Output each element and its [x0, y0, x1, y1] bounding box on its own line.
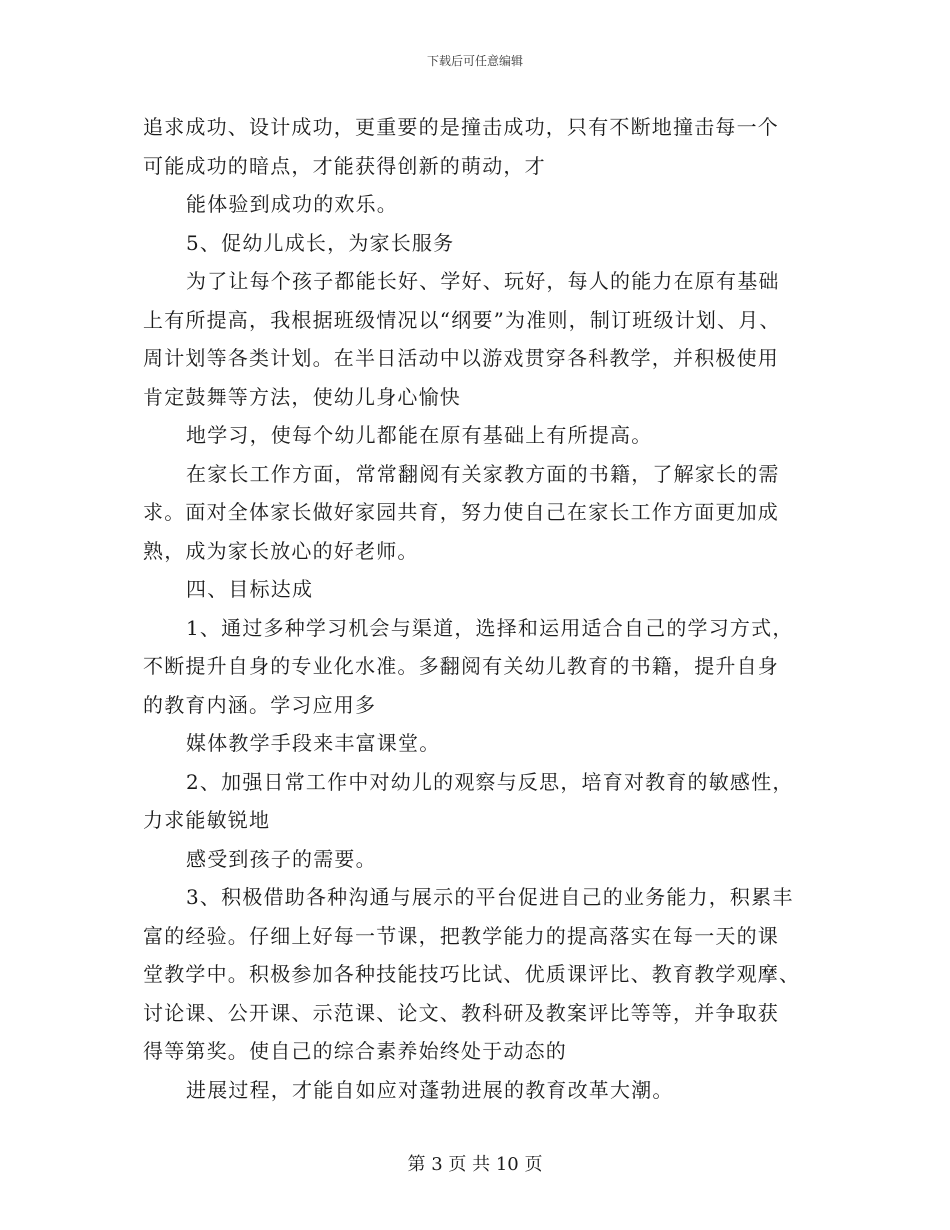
text-line: 在家长工作方面，常常翻阅有关家教方面的书籍，了解家长的需	[186, 461, 780, 486]
text-line: 1、通过多种学习机会与渠道，选择和运用适合自己的学习方式，	[186, 615, 794, 640]
text-line: 2、加强日常工作中对幼儿的观察与反思，培育对教育的敏感性，	[186, 769, 794, 794]
text-line: 地学习，使每个幼儿都能在原有基础上有所提高。	[186, 423, 653, 447]
text-line: 得等第奖。使自己的综合素养始终处于动态的	[143, 1039, 567, 1063]
page-header: 下载后可任意编辑	[426, 54, 523, 68]
text-line: 堂教学中。积极参加各种技能技巧比试、优质课评比、教育教学观摩、	[143, 962, 801, 986]
text-line: 求。面对全体家长做好家园共育，努力使自己在家长工作方面更加成	[143, 500, 779, 524]
text-line: 追求成功、设计成功，更重要的是撞击成功，只有不断地撞击每一个	[143, 115, 779, 139]
text-line: 肯定鼓舞等方法，使幼儿身心愉快	[143, 384, 461, 409]
text-line: 周计划等各类计划。在半日活动中以游戏贯穿各科教学，并积极使用	[143, 346, 779, 370]
text-line: 上有所提高，我根据班级情况以“纲要”为准则，制订班级计划、月、	[143, 307, 781, 332]
text-line: 富的经验。仔细上好每一节课，把教学能力的提高落实在每一天的课	[143, 923, 779, 948]
text-line: 力求能敏锐地	[143, 808, 271, 832]
page-number-footer: 第 3 页 共 10 页	[407, 1154, 543, 1175]
text-line: 感受到孩子的需要。	[186, 846, 377, 871]
text-line: 熟，成为家长放心的好老师。	[143, 538, 419, 563]
document-body	[143, 108, 807, 1109]
text-line: 3、积极借助各种沟通与展示的平台促进自己的业务能力，积累丰	[186, 885, 794, 909]
text-line: 的教育内涵。学习应用多	[143, 692, 377, 717]
text-line: 讨论课、公开课、示范课、论文、教科研及教案评比等等，并争取获	[143, 1000, 779, 1025]
text-line: 可能成功的暗点，才能获得创新的萌动，才	[143, 153, 546, 178]
text-line: 为了让每个孩子都能长好、学好、玩好，每人的能力在原有基础	[186, 269, 780, 293]
text-line: 媒体教学手段来丰富课堂。	[186, 731, 441, 755]
text-line: 进展过程，才能自如应对蓬勃进展的教育改革大潮。	[186, 1077, 674, 1102]
text-line: 5、促幼儿成长，为家长服务	[186, 230, 455, 255]
text-line: 不断提升自身的专业化水准。多翻阅有关幼儿教育的书籍，提升自身	[143, 654, 779, 678]
text-line: 四、目标达成	[186, 577, 314, 601]
text-line: 能体验到成功的欢乐。	[186, 192, 398, 216]
